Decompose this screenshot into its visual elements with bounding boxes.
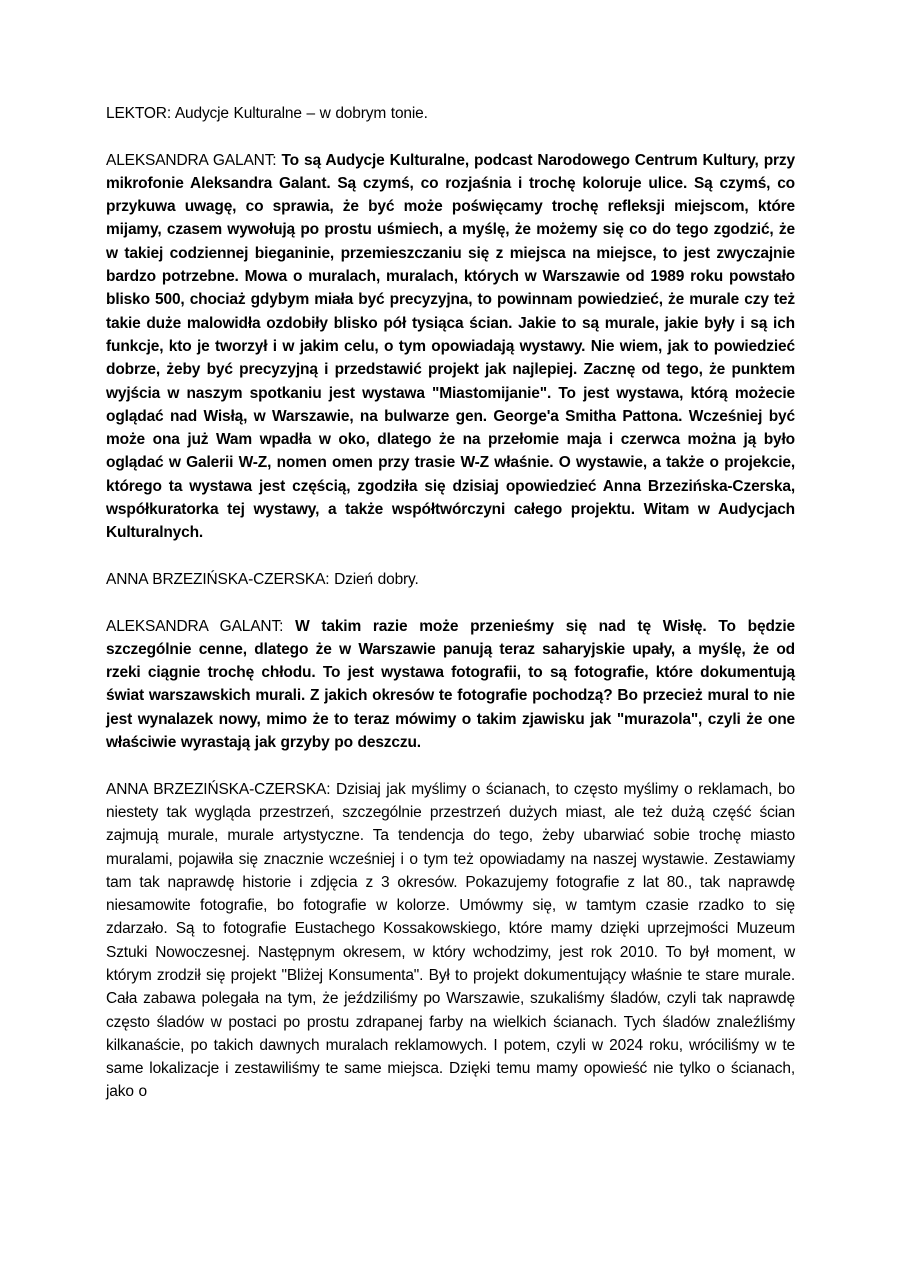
paragraph-anna-brzezinska-czerska-1 [106,568,795,591]
speaker-label: ALEKSANDRA GALANT: [106,151,277,169]
speaker-label: ANNA BRZEZIŃSKA-CZERSKA: [106,780,331,798]
speech-text: Dzień dobry. [334,570,419,588]
speech-text: W takim razie może przenieśmy się nad tę Wisłę. To będzie szczególnie cenne, dlatego że w Warszawie panują teraz saharyjskie upały, a myślę, że od rzeki ciągnie trochę chłodu. To jest wystawa fotografii, to są fotografie, które dokumentują świat warszawskich murali. Z jakich okresów te fotografie pochodzą? Bo przecież mural to nie jest wynalazek nowy, mimo że to teraz mówimy o takim zjawisku jak "murazola", czyli że one właściwie wyrastają jak grzyby po deszczu. [106,617,795,752]
speaker-label: ANNA BRZEZIŃSKA-CZERSKA: [106,570,330,588]
paragraph-lektor [106,102,795,125]
speech-text: To są Audycje Kulturalne, podcast Narodowego Centrum Kultury, przy mikrofonie Aleksandra Galant. Są czymś, co rozjaśnia i trochę koloruje ulice. Są czymś, co przykuwa uwagę, co sprawia, że być może poświęcamy trochę refleksji miejscom, które mijamy, czasem wywołują po prostu uśmiech, a myślę, że możemy się co do tego zgodzić, że w takiej codziennej bieganinie, przemieszczaniu się z miejsca na miejsce, to jest zwyczajnie bardzo potrzebne. Mowa o muralach, muralach, których w Warszawie od 1989 roku powstało blisko 500, chociaż gdybym miała być precyzyjna, to powinnam powiedzieć, że murale czy też takie duże malowidła ozdobiły blisko pół tysiąca ścian. Jakie to są murale, jakie były i są ich funkcje, kto je tworzył i w jakim celu, o tym opowiadają wystawy. Nie wiem, jak to powiedzieć dobrze, żeby być precyzyjną i przedstawić projekt jak najlepiej. Zacznę od tego, że punktem wyjścia w naszym spotkaniu jest wystawa "Miastomijanie". To jest wystawa, którą możecie oglądać nad Wisłą, w Warszawie, na bulwarze gen. George'a Smitha Pattona. Wcześniej być może ona już Wam wpadła w oko, dlatego że na przełomie maja i czerwca można ją było oglądać w Galerii W-Z, nomen omen przy trasie W-Z właśnie. O wystawie, a także o projekcie, którego ta wystawa jest częścią, zgodziła się dzisiaj opowiedzieć Anna Brzezińska-Czerska, współkuratorka tej wystawy, a także współtwórczyni całego projektu. Witam w Audycjach Kulturalnych. [106,151,795,542]
speech-text: Dzisiaj jak myślimy o ścianach, to często myślimy o reklamach, bo niestety tak wygląda przestrzeń, szczególnie przestrzeń dużych miast, ale też dużą część ścian zajmują murale, murale artystyczne. Ta tendencja do tego, żeby ubarwiać sobie trochę miasto muralami, pojawiła się znacznie wcześniej i o tym też opowiadamy na naszej wystawie. Zestawiamy tam tak naprawdę historie i zdjęcia z 3 okresów. Pokazujemy fotografie z lat 80., tak naprawdę niesamowite fotografie, bo fotografie w kolorze. Umówmy się, w tamtym czasie rzadko to się zdarzało. Są to fotografie Eustachego Kossakowskiego, które mamy dzięki uprzejmości Muzeum Sztuki Nowoczesnej. Następnym okresem, w który wchodzimy, jest rok 2010. To był moment, w którym zrodził się projekt "Bliżej Konsumenta". Był to projekt dokumentujący właśnie te stare murale. Cała zabawa polegała na tym, że jeździliśmy po Warszawie, szukaliśmy śladów, czyli tak naprawdę często śladów w postaci po prostu zdrapanej farby na wielkich ścianach. Tych śladów znaleźliśmy kilkanaście, po takich dawnych muralach reklamowych. I potem, czyli w 2024 roku, wróciliśmy w te same lokalizacje i zestawiliśmy te same miejsca. Dzięki temu mamy opowieść nie tylko o ścianach, jako o [106,780,795,1101]
speaker-label: LEKTOR: [106,105,171,122]
paragraph-anna-brzezinska-czerska-2 [106,778,795,1104]
paragraph-aleksandra-galant-1 [106,149,795,545]
paragraph-aleksandra-galant-2 [106,615,795,755]
speech-text: Audycje Kulturalne – w dobrym tonie. [174,105,428,122]
speaker-label: ALEKSANDRA GALANT: [106,617,284,635]
